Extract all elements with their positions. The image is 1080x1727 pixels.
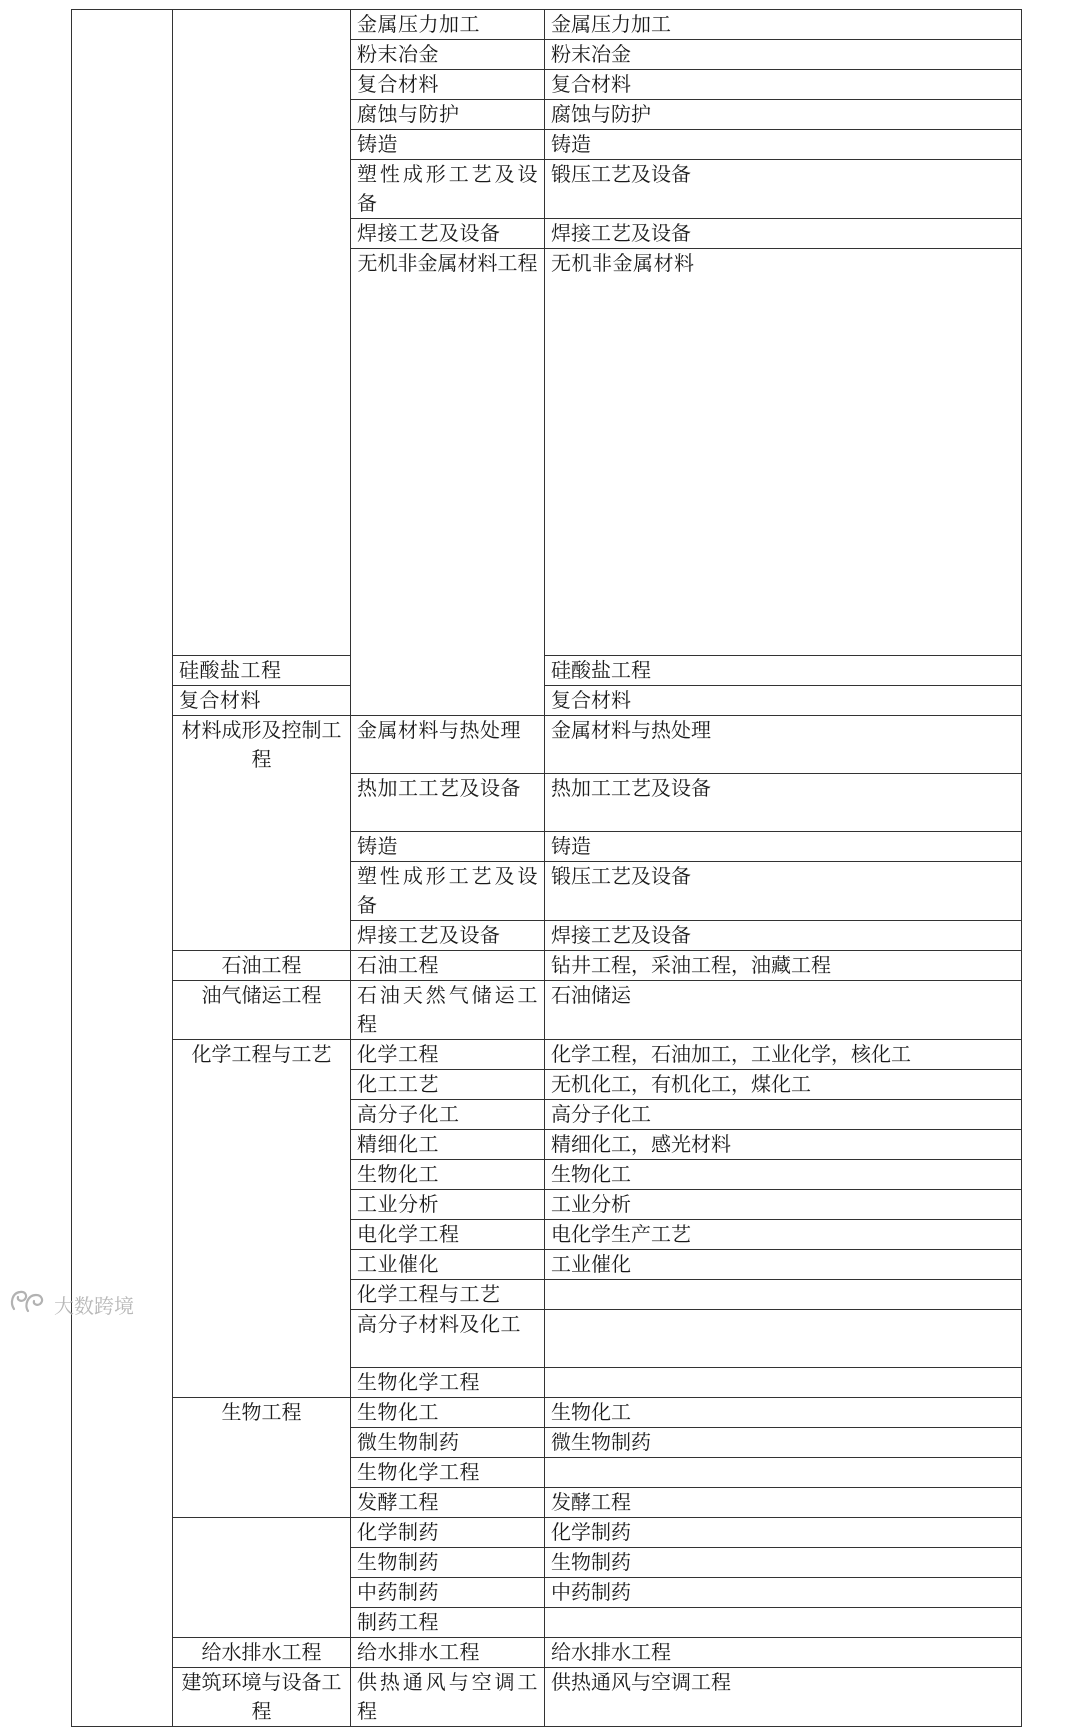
old-major-cell: 给水排水工程 <box>351 1638 545 1668</box>
old-major-cell: 精细化工 <box>351 1130 545 1160</box>
specialty-cell: 化学工程与工艺 <box>173 1040 351 1398</box>
old-major-cell: 金属压力加工 <box>351 10 545 40</box>
old-major-cell: 无机非金属材料 <box>545 249 1022 656</box>
new-major-cell: 发酵工程 <box>545 1488 1022 1518</box>
specialty-cell: 石油工程 <box>173 951 351 981</box>
new-major-cell: 焊接工艺及设备 <box>545 219 1022 249</box>
new-major-cell <box>545 1280 1022 1310</box>
old-major-cell: 硅酸盐工程 <box>173 656 351 686</box>
specialty-cell: 建筑环境与设备工程 <box>173 1668 351 1727</box>
category-cell <box>72 10 173 1727</box>
watermark-text: 大数跨境 <box>54 1294 134 1318</box>
new-major-cell: 给水排水工程 <box>545 1638 1022 1668</box>
new-major-cell <box>545 1368 1022 1398</box>
old-major-cell: 发酵工程 <box>351 1488 545 1518</box>
new-major-cell: 无机化工，有机化工，煤化工 <box>545 1070 1022 1100</box>
old-major-cell: 生物化学工程 <box>351 1458 545 1488</box>
specialty-cell <box>173 1518 351 1638</box>
new-major-cell: 铸造 <box>545 130 1022 160</box>
old-major-cell: 高分子材料及化工 <box>351 1310 545 1368</box>
table-row <box>72 686 1022 716</box>
table-row <box>72 1040 1022 1070</box>
new-major-cell: 精细化工，感光材料 <box>545 1130 1022 1160</box>
new-major-cell <box>545 1310 1022 1368</box>
old-major-cell: 化学工程 <box>351 1040 545 1070</box>
table-row <box>72 951 1022 981</box>
new-major-cell <box>545 1458 1022 1488</box>
old-major-cell: 化学制药 <box>351 1518 545 1548</box>
table-row <box>72 1638 1022 1668</box>
new-major-cell: 生物化工 <box>545 1398 1022 1428</box>
new-major-cell: 金属材料与热处理 <box>545 716 1022 774</box>
old-major-cell: 生物制药 <box>351 1548 545 1578</box>
old-major-cell: 制药工程 <box>351 1608 545 1638</box>
old-major-cell: 化学工程与工艺 <box>351 1280 545 1310</box>
specialty-cell: 油气储运工程 <box>173 981 351 1040</box>
new-major-cell: 硅酸盐工程 <box>545 656 1022 686</box>
new-major-cell: 锻压工艺及设备 <box>545 862 1022 921</box>
table-row <box>72 1668 1022 1727</box>
new-major-cell: 焊接工艺及设备 <box>545 921 1022 951</box>
new-major-cell: 高分子化工 <box>545 1100 1022 1130</box>
old-major-cell: 生物化学工程 <box>351 1368 545 1398</box>
new-major-cell: 生物化工 <box>545 1160 1022 1190</box>
table-row <box>72 10 1022 40</box>
new-major-cell: 热加工工艺及设备 <box>545 774 1022 832</box>
new-major-cell: 化学工程，石油加工，工业化学，核化工 <box>545 1040 1022 1070</box>
new-major-cell: 微生物制药 <box>545 1428 1022 1458</box>
new-major-cell: 钻井工程，采油工程，油藏工程 <box>545 951 1022 981</box>
old-major-cell: 复合材料 <box>351 70 545 100</box>
new-major-cell: 复合材料 <box>545 686 1022 716</box>
old-major-cell: 中药制药 <box>351 1578 545 1608</box>
specialty-cell: 无机非金属材料工程 <box>351 249 545 716</box>
brand-logo-icon <box>8 1287 48 1322</box>
old-major-cell: 供热通风与空调工程 <box>351 1668 545 1727</box>
old-major-cell: 工业催化 <box>351 1250 545 1280</box>
new-major-cell: 工业催化 <box>545 1250 1022 1280</box>
old-major-cell: 工业分析 <box>351 1190 545 1220</box>
old-major-cell: 腐蚀与防护 <box>351 100 545 130</box>
old-major-cell: 铸造 <box>351 832 545 862</box>
old-major-cell: 电化学工程 <box>351 1220 545 1250</box>
new-major-cell: 铸造 <box>545 832 1022 862</box>
old-major-cell: 化工工艺 <box>351 1070 545 1100</box>
old-major-cell: 生物化工 <box>351 1160 545 1190</box>
new-major-cell: 电化学生产工艺 <box>545 1220 1022 1250</box>
new-major-cell: 锻压工艺及设备 <box>545 160 1022 219</box>
specialty-cell: 给水排水工程 <box>173 1638 351 1668</box>
old-major-cell: 铸造 <box>351 130 545 160</box>
specialty-cell: 材料成形及控制工程 <box>173 716 351 951</box>
major-catalog-table <box>71 9 1022 1727</box>
new-major-cell: 金属压力加工 <box>545 10 1022 40</box>
old-major-cell: 粉末冶金 <box>351 40 545 70</box>
old-major-cell: 微生物制药 <box>351 1428 545 1458</box>
old-major-cell: 石油天然气储运工程 <box>351 981 545 1040</box>
old-major-cell: 焊接工艺及设备 <box>351 219 545 249</box>
specialty-cell <box>173 10 351 656</box>
new-major-cell: 粉末冶金 <box>545 40 1022 70</box>
table-row <box>72 716 1022 774</box>
watermark <box>8 1287 134 1322</box>
table-row <box>72 1398 1022 1428</box>
old-major-cell: 塑性成形工艺及设备 <box>351 862 545 921</box>
old-major-cell: 焊接工艺及设备 <box>351 921 545 951</box>
old-major-cell: 生物化工 <box>351 1398 545 1428</box>
new-major-cell: 供热通风与空调工程 <box>545 1668 1022 1727</box>
old-major-cell: 石油工程 <box>351 951 545 981</box>
new-major-cell <box>545 1608 1022 1638</box>
old-major-cell: 金属材料与热处理 <box>351 716 545 774</box>
new-major-cell: 化学制药 <box>545 1518 1022 1548</box>
new-major-cell: 腐蚀与防护 <box>545 100 1022 130</box>
specialty-cell: 生物工程 <box>173 1398 351 1518</box>
table-row <box>72 1518 1022 1548</box>
old-major-cell: 高分子化工 <box>351 1100 545 1130</box>
old-major-cell: 复合材料 <box>173 686 351 716</box>
new-major-cell: 生物制药 <box>545 1548 1022 1578</box>
new-major-cell: 复合材料 <box>545 70 1022 100</box>
old-major-cell: 塑性成形工艺及设备 <box>351 160 545 219</box>
new-major-cell: 中药制药 <box>545 1578 1022 1608</box>
new-major-cell: 石油储运 <box>545 981 1022 1040</box>
table-row <box>72 656 1022 686</box>
table-row <box>72 981 1022 1040</box>
new-major-cell: 工业分析 <box>545 1190 1022 1220</box>
table-body <box>72 10 1022 1727</box>
old-major-cell: 热加工工艺及设备 <box>351 774 545 832</box>
